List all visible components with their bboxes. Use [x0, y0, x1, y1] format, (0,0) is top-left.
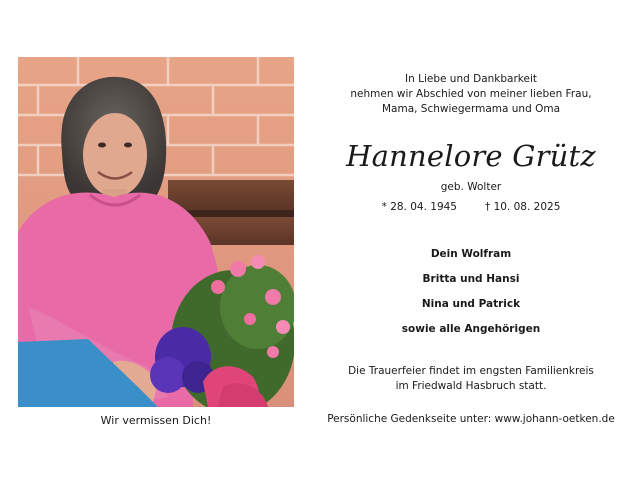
intro-line: Mama, Schwiegermama und Oma [381, 103, 561, 115]
deceased-name: Hannelore Grütz [346, 139, 596, 173]
funeral-line: im Friedwald Hasbruch statt. [395, 380, 547, 392]
portrait-photo [18, 57, 294, 407]
mourner-entry: Dein Wolfram [430, 248, 512, 260]
photo-caption: Wir vermissen Dich! [100, 414, 212, 427]
memorial-page-link: Persönliche Gedenkseite unter: www.johann-oetken.de [327, 413, 615, 425]
mourners-list [312, 247, 630, 347]
mourner-entry: sowie alle Angehörigen [401, 323, 541, 335]
life-dates [312, 201, 630, 213]
mourner-entry: Nina und Patrick [421, 298, 521, 310]
intro-line: nehmen wir Abschied von meiner lieben Frau, [350, 88, 592, 100]
text-column [312, 0, 630, 492]
maiden-name: geb. Wolter [440, 181, 502, 193]
death-date: † 10. 08. 2025 [485, 201, 561, 213]
funeral-line: Die Trauerfeier findet im engsten Familienkreis [348, 365, 594, 377]
photo-column [0, 0, 312, 492]
intro-text [312, 72, 630, 117]
funeral-notice [312, 364, 630, 394]
intro-line: In Liebe und Dankbarkeit [405, 73, 537, 85]
mourner-entry: Britta und Hansi [422, 273, 520, 285]
portrait-photo-illustration [18, 57, 294, 407]
birth-date: * 28. 04. 1945 [381, 201, 457, 213]
